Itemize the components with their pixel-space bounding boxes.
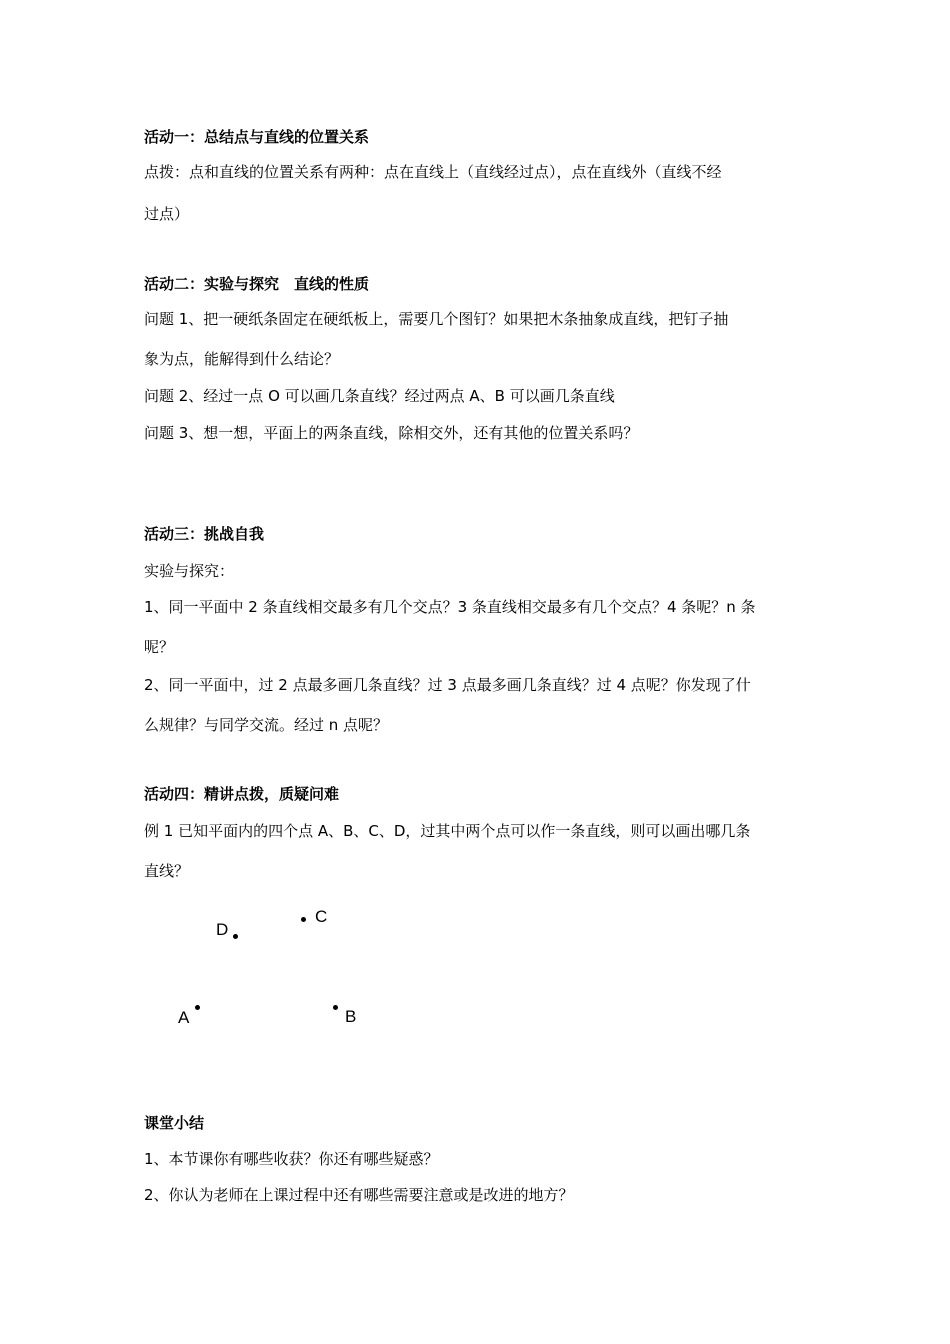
point-c-dot bbox=[301, 917, 306, 922]
activity2-heading: 活动二：实验与探究 直线的性质 bbox=[144, 275, 370, 293]
activity1-hint-line2: 过点） bbox=[144, 205, 190, 223]
point-a-dot bbox=[195, 1005, 200, 1010]
activity2-q3: 问题 3、想一想，平面上的两条直线，除相交外，还有其他的位置关系吗？ bbox=[144, 424, 639, 442]
activity3-item2-line1: 2、同一平面中，过 2 点最多画几条直线？过 3 点最多画几条直线？过 4 点呢？你发现了什 bbox=[144, 676, 751, 694]
point-b-label: B bbox=[345, 1007, 357, 1026]
point-a-label: A bbox=[178, 1008, 190, 1027]
point-d-dot bbox=[233, 934, 238, 939]
summary-heading: 课堂小结 bbox=[144, 1114, 205, 1132]
activity4-example-line1: 例 1 已知平面内的四个点 A、B、C、D，过其中两个点可以作一条直线，则可以画出哪几条 bbox=[144, 822, 751, 840]
activity2-q1-line1: 问题 1、把一硬纸条固定在硬纸板上，需要几个图钉？如果把木条抽象成直线，把钉子抽 bbox=[144, 310, 729, 328]
activity3-item2-line2: 么规律？与同学交流。经过 n 点呢？ bbox=[144, 716, 389, 734]
activity3-subheading: 实验与探究： bbox=[144, 562, 235, 580]
point-d-label: D bbox=[216, 920, 229, 939]
point-c-label: C bbox=[315, 907, 328, 926]
activity3-item1-line2: 呢？ bbox=[144, 638, 175, 656]
activity1-hint-line1: 点拨：点和直线的位置关系有两种：点在直线上（直线经过点），点在直线外（直线不经 bbox=[144, 163, 722, 181]
summary-item1: 1、本节课你有哪些收获？你还有哪些疑惑？ bbox=[144, 1150, 439, 1168]
four-points-figure bbox=[170, 900, 390, 1040]
activity3-item1-line1: 1、同一平面中 2 条直线相交最多有几个交点？3 条直线相交最多有几个交点？4 条呢？n 条 bbox=[144, 598, 756, 616]
activity4-example-line2: 直线？ bbox=[144, 862, 190, 880]
activity2-q2: 问题 2、经过一点 O 可以画几条直线？经过两点 A、B 可以画几条直线 bbox=[144, 387, 615, 405]
activity1-heading: 活动一：总结点与直线的位置关系 bbox=[144, 128, 370, 146]
point-b-dot bbox=[333, 1005, 338, 1010]
activity4-heading: 活动四：精讲点拨，质疑问难 bbox=[144, 785, 340, 803]
activity2-q1-line2: 象为点，能解得到什么结论？ bbox=[144, 350, 340, 368]
activity3-heading: 活动三：挑战自我 bbox=[144, 525, 265, 543]
summary-item2: 2、你认为老师在上课过程中还有哪些需要注意或是改进的地方？ bbox=[144, 1186, 574, 1204]
